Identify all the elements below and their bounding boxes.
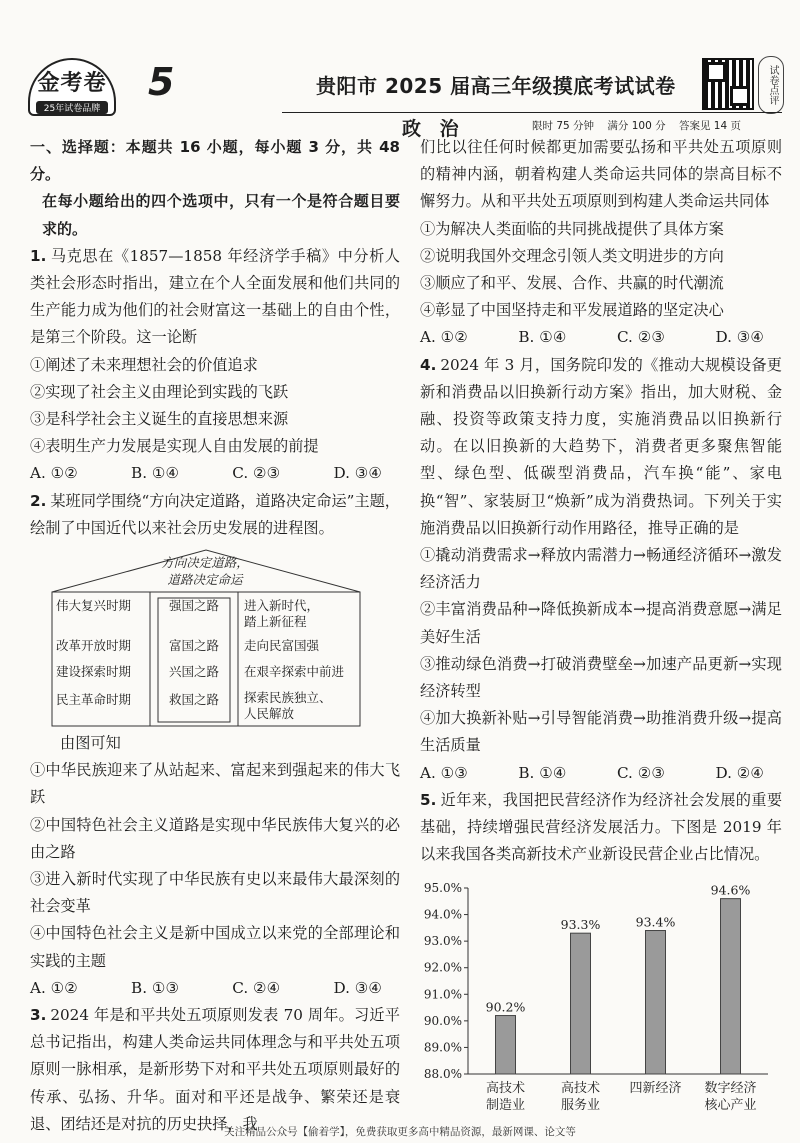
data-label: 93.3% <box>560 917 601 933</box>
y-tick-label: 91.0% <box>423 987 462 1002</box>
option-2: ②中国特色社会主义道路是实现中华民族伟大复兴的必由之路 <box>30 815 400 861</box>
choice-d[interactable]: D. ③④ <box>715 328 764 347</box>
choice-a[interactable]: A. ①② <box>30 978 78 997</box>
option-2: ②说明我国外交理念引领人类文明进步的方向 <box>420 246 724 265</box>
question-number: 5. <box>420 790 437 809</box>
bar <box>571 934 591 1075</box>
answer-choices <box>420 760 782 787</box>
choice-c[interactable]: C. ②④ <box>232 978 281 997</box>
qr-code-icon[interactable] <box>702 58 754 110</box>
option-3: ③推动绿色消费→打破消费壁垒→加速产品更新→实现经济转型 <box>420 654 782 701</box>
option-3: ③是科学社会主义诞生的直接思想来源 <box>30 410 289 429</box>
exam-meta <box>532 118 751 133</box>
option-1: ①撬动消费需求→释放内需潜力→畅通经济循环→激发经济活力 <box>420 546 782 592</box>
page-header <box>0 0 800 112</box>
choice-b[interactable]: B. ①③ <box>131 978 180 997</box>
y-tick-label: 88.0% <box>423 1067 462 1082</box>
question-stem: 2024 年是和平共处五项原则发表 70 周年。习近平总书记指出，构建人类命运共同体理念与和平共处五项原则一脉相承，是新形势下对和平共处五项原则最好的传承、弘扬、升华。面对和平还是战争、繁荣还是衰退、团结还是对抗的历史抉择，我 <box>30 1006 400 1133</box>
page-footer: 关注精品公众号【偷着学】，免费获取更多高中精品资源，最新网课、论文等 <box>224 1126 576 1138</box>
question-stem: 2024 年 3 月，国务院印发的《推动大规模设备更新和消费品以旧换新行动方案》指出，加大财税、金融、投资等政策支持力度，实施消费品以旧换新行动。在以旧换新的大趋势下，消费者更多聚焦智能型、绿色型、低碳型消费品，汽车换“能”、家电换“智”、家装厨卫“焕新”成为消费热词。下列关于实施消费品以旧换新行动作用路径，推导正确的是 <box>420 355 782 537</box>
question-stem: 马克思在《1857—1858 年经济学手稿》中分析人类社会形态时指出，建立在个人全面发展和他们共同的生产能力成为他们的社会财富这一基础上的自由个性，是第三个阶段。这一论断 <box>30 246 400 347</box>
goal-label: 进入新时代， 踏上新征程 <box>244 598 320 630</box>
question-number: 2. <box>30 491 47 510</box>
question-stem: 近年来，我国把民营经济作为经济社会发展的重要基础，持续增强民营经济发展活力。下图是 2019 年以来我国各类高新技术产业新设民营企业占比情况。 <box>420 790 782 864</box>
brand-logo <box>28 58 116 116</box>
goal-label: 探索民族独立、 人民解放 <box>244 690 332 722</box>
goal-label: 走向民富国强 <box>244 638 320 654</box>
qr-review-tag: 试卷点评 <box>758 56 784 114</box>
category-label: 四新经济 <box>629 1081 682 1097</box>
road-label: 强国之路 <box>168 598 219 614</box>
question-number: 3. <box>30 1006 47 1025</box>
data-label: 93.4% <box>635 914 676 930</box>
choice-b[interactable]: B. ①④ <box>518 328 567 347</box>
category-label: 数字经济 <box>704 1081 757 1097</box>
question-stem-continued: 们比以往任何时候都更加需要弘扬和平共处五项原则的精神内涵，朝着构建人类命运共同体的崇高目标不懈努力。从和平共处五项原则到构建人类命运共同体 <box>420 138 782 211</box>
era-label: 民主革命时期 <box>56 692 132 708</box>
answer-page: 答案见 14 页 <box>678 120 741 132</box>
right-column <box>420 134 782 1126</box>
choice-c[interactable]: C. ②③ <box>232 464 281 483</box>
section-title: 一、选择题：本题共 16 小题，每小题 3 分，共 48 分。 <box>30 138 400 184</box>
goal-label: 在艰辛探索中前进 <box>244 664 345 680</box>
category-label: 服务业 <box>560 1098 601 1114</box>
question-number: 1. <box>30 246 47 265</box>
question-3-part-1 <box>30 1002 400 1138</box>
brand-name: 金考卷 <box>37 70 107 96</box>
issue-number: 5 <box>148 60 175 104</box>
category-label: 高技术 <box>560 1081 601 1097</box>
choice-a[interactable]: A. ①② <box>420 328 468 347</box>
answer-choices <box>30 975 400 1002</box>
option-4: ④加大换新补贴→引导智能消费→助推消费升级→提高生活质量 <box>420 709 782 755</box>
time-limit: 限时 75 分钟 <box>532 120 595 132</box>
question-5 <box>420 787 782 1127</box>
y-tick-label: 92.0% <box>423 961 462 976</box>
category-label: 核心产业 <box>704 1098 757 1114</box>
subject-title: 政 治 <box>402 118 465 140</box>
diagram-roof-text: 方向决定道路， 道路决定命运 <box>161 555 249 588</box>
category-label: 高技术 <box>485 1081 526 1097</box>
y-tick-label: 93.0% <box>423 934 462 949</box>
question-lead: 由图可知 <box>60 734 121 753</box>
chart-canvas <box>420 876 782 1126</box>
full-score: 满分 100 分 <box>607 120 666 132</box>
question-number: 4. <box>420 355 437 374</box>
question-1 <box>30 243 400 488</box>
choice-c[interactable]: C. ②③ <box>616 328 665 347</box>
option-1: ①中华民族迎来了从站起来、富起来到强起来的伟大飞跃 <box>30 761 400 807</box>
choice-b[interactable]: B. ①④ <box>131 464 180 483</box>
bar <box>496 1016 516 1074</box>
option-2: ②丰富消费品种→降低换新成本→提高消费意愿→满足美好生活 <box>420 600 782 646</box>
subject-divider <box>282 112 782 113</box>
answer-choices <box>420 324 782 351</box>
y-tick-label: 94.0% <box>423 908 462 923</box>
data-label: 94.6% <box>710 883 751 899</box>
option-3: ③进入新时代实现了中华民族有史以来最伟大最深刻的社会变革 <box>30 870 400 916</box>
bar <box>646 931 666 1074</box>
question-3-part-2 <box>420 134 782 352</box>
choice-c[interactable]: C. ②③ <box>616 763 665 782</box>
exam-title: 贵阳市 2025 届高三年级摸底考试试卷 <box>316 74 676 98</box>
option-1: ①阐述了未来理想社会的价值追求 <box>30 355 258 374</box>
question-2 <box>30 488 400 1002</box>
option-4: ④彰显了中国坚持走和平发展道路的坚定决心 <box>420 301 724 320</box>
option-4: ④表明生产力发展是实现人自由发展的前提 <box>30 437 319 456</box>
data-label: 90.2% <box>485 1000 526 1016</box>
brand-subtitle: 25年试卷品牌 <box>36 101 108 114</box>
option-4: ④中国特色社会主义是新中国成立以来党的全部理论和实践的主题 <box>30 924 400 970</box>
choice-a[interactable]: A. ①② <box>30 464 78 483</box>
choice-a[interactable]: A. ①③ <box>420 763 468 782</box>
choice-d[interactable]: D. ②④ <box>715 763 764 782</box>
option-1: ①为解决人类面临的共同挑战提供了具体方案 <box>420 219 724 238</box>
question-4 <box>420 352 782 787</box>
road-label: 富国之路 <box>168 638 219 654</box>
road-label: 兴国之路 <box>168 664 219 680</box>
question-stem: 某班同学围绕“方向决定道路，道路决定命运”主题，绘制了中国近代以来社会历史发展的进程图。 <box>30 491 400 537</box>
history-diagram <box>50 548 362 728</box>
era-label: 改革开放时期 <box>56 638 132 654</box>
choice-d[interactable]: D. ③④ <box>333 978 382 997</box>
left-column <box>30 134 400 1138</box>
era-label: 建设探索时期 <box>56 664 132 680</box>
category-label: 制造业 <box>485 1098 526 1114</box>
y-tick-label: 95.0% <box>423 881 462 896</box>
road-label: 救国之路 <box>168 692 219 708</box>
era-label: 伟大复兴时期 <box>56 598 132 614</box>
y-tick-label: 89.0% <box>423 1040 462 1055</box>
option-3: ③顺应了和平、发展、合作、共赢的时代潮流 <box>420 274 724 293</box>
choice-d[interactable]: D. ③④ <box>333 464 382 483</box>
bar <box>721 899 741 1074</box>
section-note: 在每小题给出的四个选项中，只有一个是符合题目要求的。 <box>42 192 400 238</box>
option-2: ②实现了社会主义由理论到实践的飞跃 <box>30 382 289 401</box>
bar-chart <box>420 876 782 1126</box>
answer-choices <box>30 460 400 487</box>
y-tick-label: 90.0% <box>423 1014 462 1029</box>
choice-b[interactable]: B. ①④ <box>518 763 567 782</box>
